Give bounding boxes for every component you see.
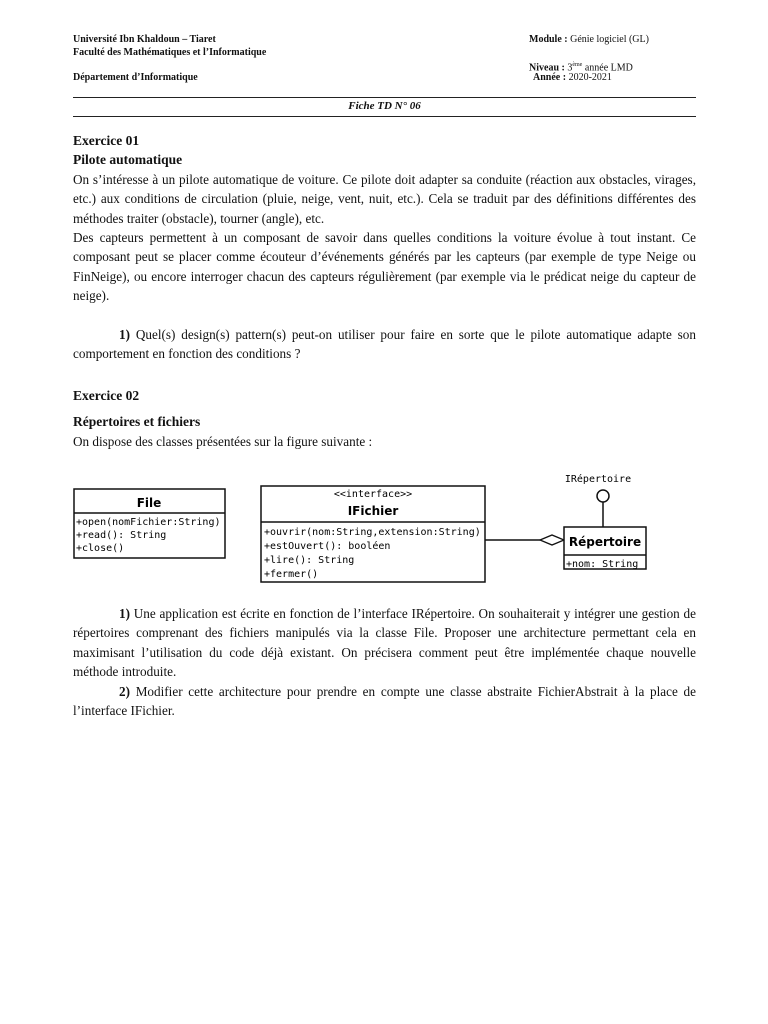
header-module: Module : Génie logiciel (GL) [529,34,649,45]
file-method-open: +open(nomFichier:String) [76,517,221,528]
uml-aggregation-link [485,535,564,545]
header-university: Université Ibn Khaldoun – Tiaret [73,34,216,45]
uml-interface-lollipop [565,473,631,527]
ifichier-method-estouvert: +estOuvert(): booléen [264,541,391,552]
exercise-2-question-1: 1) Une application est écrite en fonction de l’interface IRépertoire. On souhaiterait y intégrer une gestion de répertoires comprenant des fichiers manipulés via la classe File. Proposer une architecture permettant cela en maximisant l’utilisation du code déjà existant. On précisera comment peut être implémentée chaque nouvelle méthode introduite. [73,606,696,680]
ifichier-method-ouvrir: +ouvrir(nom:String,extension:String) [264,527,481,538]
ifichier-name: IFichier [347,504,399,518]
header-faculty: Faculté des Mathématiques et l’Informatique [73,47,267,58]
ifichier-method-lire: +lire(): String [264,555,355,566]
repertoire-name: Répertoire [568,535,642,549]
irepertoire-label: IRépertoire [564,474,632,485]
file-method-read: +read(): String [76,530,167,541]
repertoire-attr-nom: +nom: String [566,559,639,570]
uml-interface-ifichier [261,486,485,582]
uml-class-repertoire [564,527,646,570]
exercise-1-subtitle: Pilote automatique [73,152,183,168]
header-niveau: Niveau : 3ème année LMD [529,62,633,74]
ifichier-stereotype: <<interface>> [333,489,413,500]
exercise-2-intro: On dispose des classes présentées sur la figure suivante : [73,433,373,449]
ifichier-method-fermer: +fermer() [264,569,319,580]
uml-class-file [74,489,225,558]
file-method-close: +close() [76,543,125,554]
exercise-1-paragraph-1: On s’intéresse à un pilote automatique de voiture. Ce pilote doit adapter sa conduite (réaction aux obstacles, virages, etc.) aux conditions de circulation (pluie, neige, vent, nuit, etc.). Cela se traduit par des définitions différentes des méthodes traiter (obstacle), tourner (angle), etc. [73,171,696,226]
exercise-2-title: Exercice 02 [73,388,140,403]
file-class-name: File [136,496,162,510]
header-annee: Année : 2020-2021 [533,72,612,83]
exercise-2-questions [73,604,696,720]
exercise-2-question-2: 2) Modifier cette architecture pour prendre en compte une classe abstraite FichierAbstrait à la place de l’interface IFichier. [73,683,696,719]
exercise-2-subtitle: Répertoires et fichiers [73,414,201,430]
exercise-1-paragraph-2: Des capteurs permettent à un composant de savoir dans quelles conditions la voiture évolue à tout instant. Ce composant peut se placer comme écouteur d’événements générés par les capteurs (par exemple de type Neige ou FinNeige), ou encore interroger chacun des capteurs régulièrement (par exemple via le prédicat neige du capteur de neige). [73,230,696,304]
exercise-1-title: Exercice 01 [73,133,140,148]
fiche-title: Fiche TD N° 06 [348,100,421,112]
exercise-1-question-1: 1) Quel(s) design(s) pattern(s) peut-on utiliser pour faire en sorte que le pilote automatique adapte son comportement en fonction des conditions ? [73,326,696,362]
aggregation-diamond [540,535,564,545]
header-department: Département d’Informatique [73,72,198,83]
